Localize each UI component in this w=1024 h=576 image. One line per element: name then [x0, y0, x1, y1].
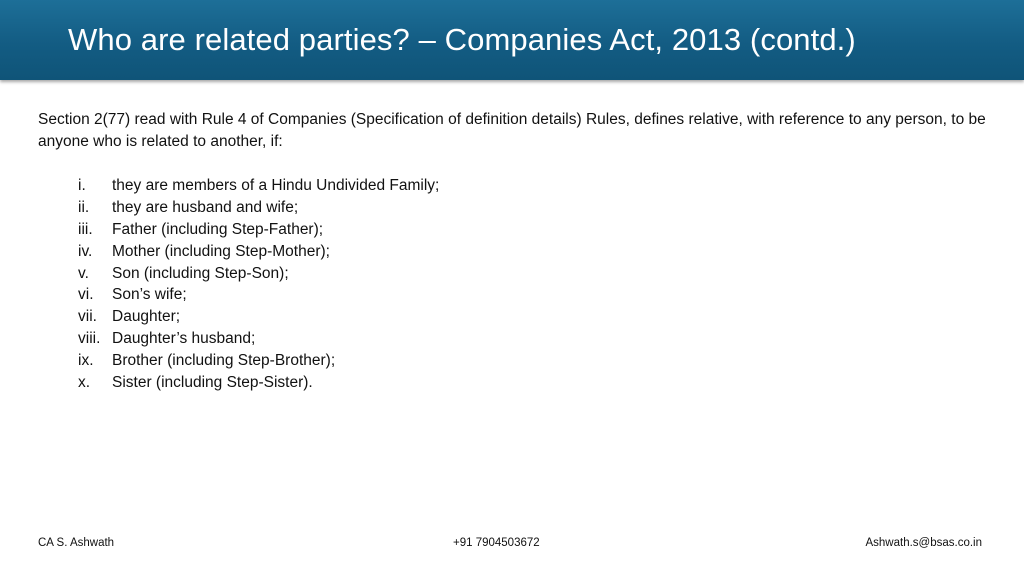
list-marker: x. — [78, 374, 91, 392]
list-item-text: Son (including Step-Son); — [112, 264, 289, 282]
list-item — [78, 350, 439, 372]
list-item-text: Daughter; — [112, 308, 181, 326]
list-marker: v. — [78, 264, 89, 282]
list-item — [78, 175, 439, 197]
list-marker: viii. — [78, 330, 101, 348]
list-item — [78, 219, 439, 241]
list-item — [78, 284, 439, 306]
list-marker: i. — [78, 177, 86, 194]
list-item — [78, 372, 439, 394]
list-item — [78, 197, 439, 219]
list-marker: ii. — [78, 198, 90, 216]
list-marker: vii. — [78, 308, 97, 326]
relatives-list — [78, 175, 439, 394]
footer-email: Ashwath.s@bsas.co.in — [865, 537, 982, 549]
list-marker: vi. — [78, 286, 94, 304]
list-item — [78, 241, 439, 263]
list-item-text: Father (including Step-Father); — [112, 220, 324, 238]
list-marker: iv. — [78, 242, 93, 260]
list-item-text: Brother (including Step-Brother); — [112, 352, 336, 370]
footer-phone: +91 7904503672 — [453, 537, 540, 549]
list-item — [78, 263, 439, 285]
list-item-text: Son’s wife; — [112, 286, 187, 304]
list-item-text: they are members of a Hindu Undivided Family; — [112, 177, 440, 194]
slide-title: Who are related parties? – Companies Act, 2013 (contd.) — [68, 22, 856, 57]
footer-author: CA S. Ashwath — [38, 537, 115, 549]
list-item-text: Mother (including Step-Mother); — [112, 242, 330, 260]
list-item-text: Sister (including Step-Sister). — [112, 374, 313, 392]
intro-paragraph: Section 2(77) read with Rule 4 of Companies (Specification of definition details) Rules, defines relative, with reference to any person, to be anyone who is related to another, if: — [38, 111, 986, 150]
list-marker: iii. — [78, 220, 93, 238]
list-item — [78, 306, 439, 328]
list-marker: ix. — [78, 352, 94, 370]
list-item — [78, 328, 439, 350]
title-bar — [0, 0, 1024, 80]
list-item-text: Daughter’s husband; — [112, 330, 256, 348]
list-item-text: they are husband and wife; — [112, 198, 299, 216]
